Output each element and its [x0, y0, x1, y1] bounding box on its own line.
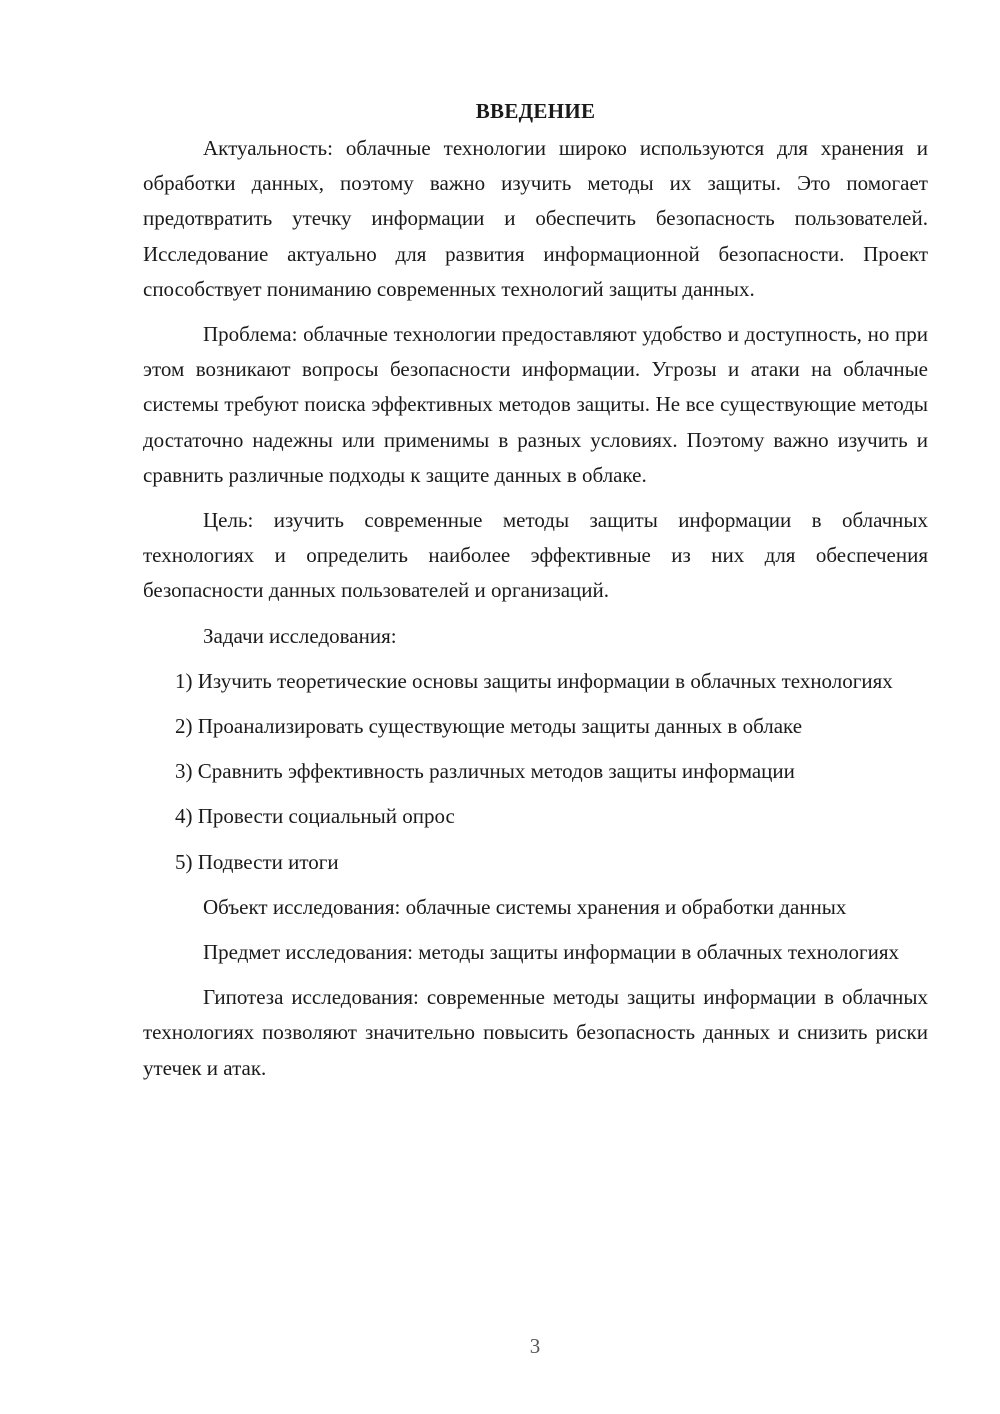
document-page — [143, 96, 928, 1096]
object-paragraph: Объект исследования: облачные системы хранения и обработки данных — [203, 894, 847, 919]
task-item: 1) Изучить теоретические основы защиты информации в облачных технологиях — [175, 668, 893, 693]
task-item: 5) Подвести итоги — [175, 849, 339, 874]
tasks-list — [143, 664, 928, 880]
subject-paragraph: Предмет исследования: методы защиты информации в облачных технологиях — [203, 940, 900, 965]
task-item: 3) Сравнить эффективность различных методов защиты информации — [175, 759, 795, 784]
problem-paragraph: Проблема: облачные технологии предоставляют удобство и доступность, но при этом возникают вопросы безопасности информации. Угрозы и атаки на облачные системы требуют поиска эффективных методов защиты. Не все существующие методы достаточно надежны или применимы в разных условиях. Поэтому важно изучить и сравнить различные подходы к защите данных в облаке. — [143, 322, 928, 487]
relevance-paragraph: Актуальность: облачные технологии широко используются для хранения и обработки данных, поэтому важно изучить методы их защиты. Это помогает предотвратить утечку информации и обеспечить безопасность пользователей. Исследование актуально для развития информационной безопасности. Проект способствует пониманию современных технологий защиты данных. — [143, 136, 928, 301]
goal-paragraph: Цель: изучить современные методы защиты информации в облачных технологиях и определить наиболее эффективные из них для обеспечения безопасности данных пользователей и организаций. — [143, 508, 928, 603]
page-number: 3 — [529, 1334, 541, 1358]
tasks-title: Задачи исследования: — [203, 623, 397, 648]
hypothesis-paragraph: Гипотеза исследования: современные методы защиты информации в облачных технологиях позволяют значительно повысить безопасность данных и снизить риски утечек и атак. — [143, 985, 928, 1080]
task-item: 2) Проанализировать существующие методы защиты данных в облаке — [175, 714, 803, 739]
task-item: 4) Провести социальный опрос — [175, 804, 455, 829]
section-heading: ВВЕДЕНИЕ — [475, 99, 596, 123]
